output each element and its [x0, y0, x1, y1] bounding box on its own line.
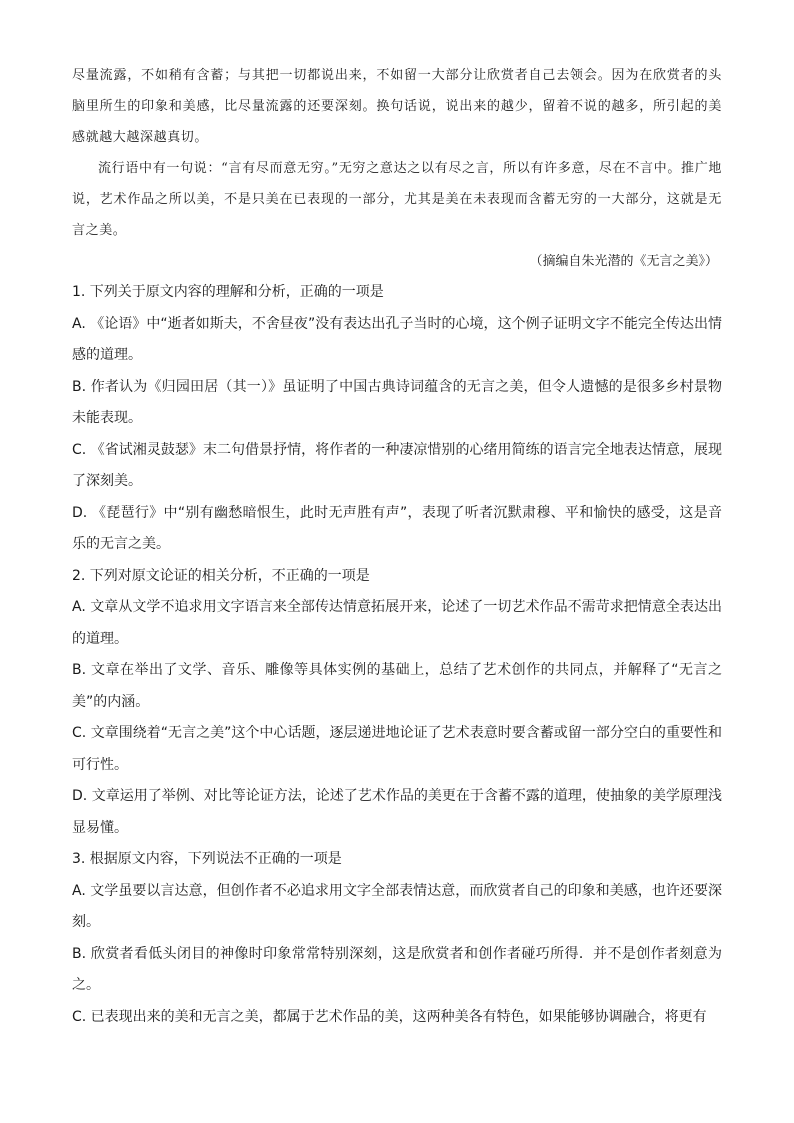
document-page [72, 60, 722, 1033]
question-2 [72, 561, 722, 845]
option-d: D. 文章运用了举例、对比等论证方法，论述了艺术作品的美更在于含蓄不露的道理，使抽象的美学原理浅显易懂。 [72, 788, 722, 836]
question-stem: 1. 下列关于原文内容的理解和分析，正确的一项是 [72, 284, 384, 300]
option-b: B. 作者认为《归园田居（其一）》虽证明了中国古典诗词蕴含的无言之美，但令人遗憾的是很多乡村景物未能表现。 [72, 378, 722, 426]
passage-source: （摘编自朱光潜的《无言之美》） [529, 254, 718, 269]
question-stem: 3. 根据原文内容，下列说法不正确的一项是 [72, 851, 342, 867]
option-a: A. 文章从文学不追求用文字语言来全部传达情意拓展开来，论述了一切艺术作品不需苛求把情意全表达出的道理。 [72, 599, 722, 647]
option-c: C. 已表现出来的美和无言之美，都属于艺术作品的美，这两种美各有特色，如果能够协调融合，将更有 [72, 1008, 707, 1025]
option-b: B. 文章在举出了文学、音乐、雕像等具体实例的基础上，总结了艺术创作的共同点，并解释了“无言之美”的内涵。 [72, 662, 722, 710]
option-a: A. 《论语》中“逝者如斯夫，不舍昼夜”没有表达出孔子当时的心境，这个例子证明文字不能完全传达出情感的道理。 [72, 315, 722, 363]
option-d: D. 《琵琶行》中“别有幽愁暗恨生，此时无声胜有声”，表现了听者沉默肃穆、平和愉快的感受，这是音乐的无言之美。 [72, 504, 722, 552]
passage-paragraph-2: 流行语中有一句说：“言有尽而意无穷。”无穷之意达之以有尽之言，所以有许多意，尽在不言中。推广地说，艺术作品之所以美，不是只美在已表现的一部分，尤其是美在未表现而含蓄无穷的一大部分，这就是无言之美。 [72, 161, 722, 238]
question-1 [72, 277, 722, 561]
option-c: C. 文章围绕着“无言之美”这个中心话题，逐层递进地论证了艺术表意时要含蓄或留一部分空白的重要性和可行性。 [72, 725, 722, 773]
option-c: C. 《省试湘灵鼓瑟》末二句借景抒情，将作者的一种凄凉惜别的心绪用简练的语言完全地表达情意，展现了深刻美。 [72, 441, 722, 489]
question-3 [72, 844, 722, 1033]
option-b: B. 欣赏者看低头闭目的神像时印象常常特别深刻，这是欣赏者和创作者碰巧所得．并不是创作者刻意为之。 [72, 945, 722, 993]
option-a: A. 文学虽要以言达意，但创作者不必追求用文字全部表情达意，而欣赏者自己的印象和美感，也许还要深刻。 [72, 882, 722, 930]
passage-paragraph-1: 尽量流露，不如稍有含蓄；与其把一切都说出来，不如留一大部分让欣赏者自己去领会。因为在欣赏者的头脑里所生的印象和美感，比尽量流露的还要深刻。换句话说，说出来的越少，留着不说的越多，所引起的美感就越大越深越真切。 [72, 68, 722, 145]
question-stem: 2. 下列对原文论证的相关分析，不正确的一项是 [72, 567, 370, 584]
